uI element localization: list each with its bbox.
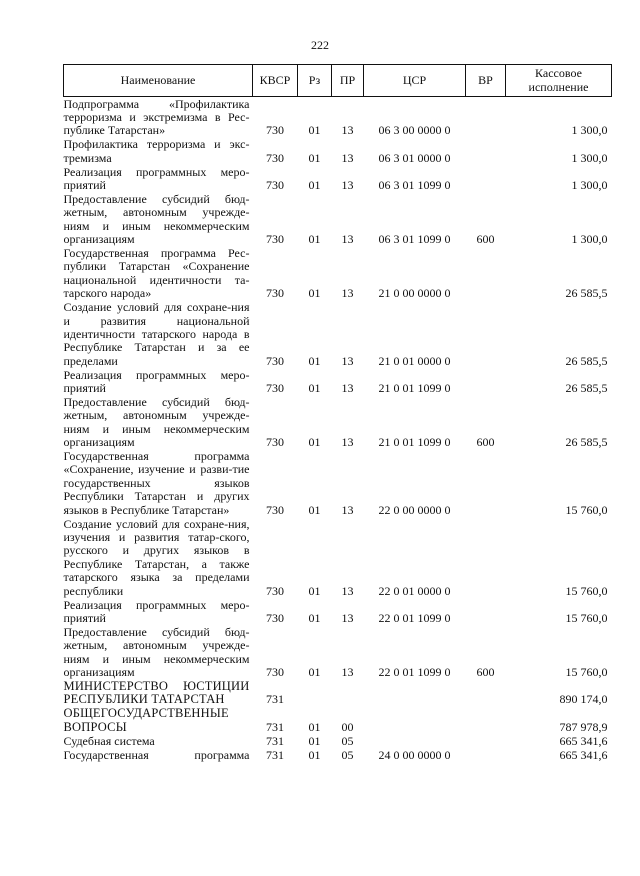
row-kvsr: 731 bbox=[266, 692, 284, 707]
row-rz: 01 bbox=[308, 747, 321, 762]
row-name: МИНИСТЕРСТВО ЮСТИЦИИ РЕСПУБЛИКИ ТАТАРСТАН bbox=[63, 678, 250, 707]
row-amount: 665 341,6 bbox=[559, 733, 608, 748]
table-row bbox=[64, 517, 612, 598]
row-kvsr: 731 bbox=[266, 733, 284, 748]
table-row bbox=[64, 450, 612, 518]
row-rz: 01 bbox=[308, 719, 321, 734]
row-amount: 15 760,0 bbox=[565, 502, 608, 517]
row-csr bbox=[364, 734, 466, 748]
row-vr bbox=[466, 368, 506, 395]
row-pr: 13 bbox=[341, 665, 354, 680]
table-row bbox=[64, 748, 612, 762]
row-pr: 13 bbox=[341, 610, 354, 625]
row-amount: 26 585,5 bbox=[565, 286, 608, 301]
row-rz: 01 bbox=[308, 435, 321, 450]
row-amount: 1 300,0 bbox=[571, 123, 608, 138]
row-name: Реализация программных меро-приятий bbox=[63, 597, 250, 625]
table-row bbox=[64, 301, 612, 369]
row-kvsr: 730 bbox=[266, 232, 284, 247]
row-rz: 01 bbox=[308, 177, 321, 192]
table-row bbox=[64, 165, 612, 192]
row-csr: 22 0 01 0000 0 bbox=[378, 583, 451, 598]
header-csr: ЦСР bbox=[364, 65, 466, 97]
row-csr: 21 0 00 0000 0 bbox=[378, 286, 451, 301]
row-vr bbox=[466, 165, 506, 192]
row-amount: 26 585,5 bbox=[565, 353, 608, 368]
row-kvsr: 731 bbox=[266, 719, 284, 734]
row-amount: 1 300,0 bbox=[571, 232, 608, 247]
row-vr bbox=[466, 138, 506, 165]
row-csr: 06 3 00 0000 0 bbox=[378, 123, 451, 138]
row-pr: 13 bbox=[341, 123, 354, 138]
row-kvsr: 730 bbox=[266, 177, 284, 192]
row-csr: 21 0 01 1099 0 bbox=[378, 435, 451, 450]
header-kvsr: КВСР bbox=[253, 65, 298, 97]
row-rz: 01 bbox=[308, 286, 321, 301]
row-rz: 01 bbox=[308, 665, 321, 680]
table-row bbox=[64, 395, 612, 449]
row-pr: 13 bbox=[341, 353, 354, 368]
row-csr bbox=[364, 707, 466, 734]
row-name: Государственная программа Рес-публики Татарстан «Сохранение национальной идентичности та-тарского народа» bbox=[63, 245, 250, 301]
row-amount: 1 300,0 bbox=[571, 150, 608, 165]
row-amount: 665 341,6 bbox=[559, 747, 608, 762]
row-vr bbox=[466, 97, 506, 138]
row-csr: 21 0 01 0000 0 bbox=[378, 353, 451, 368]
row-csr: 22 0 00 0000 0 bbox=[378, 502, 451, 517]
row-pr: 05 bbox=[341, 733, 354, 748]
table-body bbox=[64, 97, 612, 762]
row-pr: 13 bbox=[341, 583, 354, 598]
row-vr bbox=[466, 734, 506, 748]
row-pr: 13 bbox=[341, 150, 354, 165]
row-name: Государственная программа «Сохранение, изучение и разви-тие государственных языков Республики Татарстан и других языков в Республике Татарстан» bbox=[63, 449, 250, 517]
row-vr bbox=[466, 301, 506, 369]
row-name: ОБЩЕГОСУДАРСТВЕННЫЕ ВОПРОСЫ bbox=[63, 706, 229, 734]
row-vr bbox=[466, 679, 506, 706]
row-rz: 01 bbox=[308, 123, 321, 138]
row-pr: 13 bbox=[341, 435, 354, 450]
row-amount: 787 978,9 bbox=[559, 719, 608, 734]
row-vr bbox=[466, 450, 506, 518]
table-row bbox=[64, 625, 612, 679]
row-vr: 600 bbox=[476, 232, 495, 247]
row-kvsr: 730 bbox=[266, 286, 284, 301]
row-pr: 13 bbox=[341, 286, 354, 301]
row-kvsr: 730 bbox=[266, 665, 284, 680]
row-csr: 24 0 00 0000 0 bbox=[378, 747, 451, 762]
row-rz: 01 bbox=[308, 150, 321, 165]
row-rz: 01 bbox=[308, 381, 321, 396]
table-row bbox=[64, 368, 612, 395]
row-amount: 15 760,0 bbox=[565, 665, 608, 680]
budget-execution-table bbox=[63, 64, 612, 762]
row-kvsr: 730 bbox=[266, 123, 284, 138]
row-name: Предоставление субсидий бюд-жетным, автономным учрежде-ниям и иным некоммерческим организациям bbox=[63, 624, 250, 680]
table-row bbox=[64, 97, 612, 138]
row-csr: 06 3 01 0000 0 bbox=[378, 150, 451, 165]
row-rz: 01 bbox=[308, 610, 321, 625]
table-row bbox=[64, 679, 612, 706]
header-name: Наименование bbox=[64, 65, 253, 97]
table-row bbox=[64, 734, 612, 748]
row-amount: 1 300,0 bbox=[571, 177, 608, 192]
row-name: Профилактика терроризма и экс-тремизма bbox=[63, 137, 250, 165]
row-csr: 06 3 01 1099 0 bbox=[378, 232, 451, 247]
row-csr: 22 0 01 1099 0 bbox=[378, 665, 451, 680]
table-row bbox=[64, 246, 612, 300]
row-kvsr: 730 bbox=[266, 583, 284, 598]
row-kvsr: 730 bbox=[266, 502, 284, 517]
page-number: 222 bbox=[311, 38, 329, 52]
row-rz: 01 bbox=[308, 502, 321, 517]
row-rz: 01 bbox=[308, 232, 321, 247]
row-rz: 01 bbox=[308, 733, 321, 748]
row-amount: 26 585,5 bbox=[565, 381, 608, 396]
row-pr: 00 bbox=[341, 719, 354, 734]
row-kvsr: 731 bbox=[266, 747, 284, 762]
row-name: Предоставление субсидий бюд-жетным, автономным учрежде-ниям и иным некоммерческим организациям bbox=[63, 394, 250, 450]
row-pr: 13 bbox=[341, 502, 354, 517]
table-row bbox=[64, 192, 612, 246]
row-name: Создание условий для сохране-ния, изучения и развития татар-ского, русского и других языков в Республике Татарстан, а также татарского языка за пределами республики bbox=[63, 516, 250, 598]
row-vr bbox=[466, 598, 506, 625]
row-rz bbox=[298, 679, 332, 706]
row-amount: 15 760,0 bbox=[565, 583, 608, 598]
table-row bbox=[64, 707, 612, 734]
row-pr: 13 bbox=[341, 381, 354, 396]
header-vr: ВР bbox=[466, 65, 506, 97]
row-name: Создание условий для сохране-ния и развития национальной идентичности татарского народа в Республике Татарстан и за ее пределами bbox=[63, 300, 250, 368]
row-pr bbox=[332, 679, 364, 706]
row-kvsr: 730 bbox=[266, 610, 284, 625]
row-pr: 05 bbox=[341, 747, 354, 762]
table-header bbox=[64, 65, 612, 97]
row-name: Судебная система bbox=[63, 733, 155, 748]
row-rz: 01 bbox=[308, 583, 321, 598]
row-amount: 890 174,0 bbox=[559, 692, 608, 707]
header-pr: ПР bbox=[332, 65, 364, 97]
row-vr bbox=[466, 748, 506, 762]
table-row bbox=[64, 138, 612, 165]
row-name: Предоставление субсидий бюд-жетным, автономным учрежде-ниям и иным некоммерческим организациям bbox=[63, 191, 250, 247]
row-name: Государственная программа bbox=[63, 747, 250, 762]
row-kvsr: 730 bbox=[266, 353, 284, 368]
row-vr bbox=[466, 246, 506, 300]
row-kvsr: 730 bbox=[266, 150, 284, 165]
row-kvsr: 730 bbox=[266, 381, 284, 396]
table-row bbox=[64, 598, 612, 625]
row-csr bbox=[364, 679, 466, 706]
header-amount: Кассовое исполнение bbox=[506, 65, 612, 97]
row-csr: 21 0 01 1099 0 bbox=[378, 381, 451, 396]
row-kvsr: 730 bbox=[266, 435, 284, 450]
row-vr bbox=[466, 517, 506, 598]
row-pr: 13 bbox=[341, 177, 354, 192]
row-vr: 600 bbox=[476, 435, 495, 450]
row-name: Реализация программных меро-приятий bbox=[63, 367, 250, 396]
row-csr: 22 0 01 1099 0 bbox=[378, 610, 451, 625]
row-name: Реализация программных меро-приятий bbox=[63, 164, 250, 192]
row-vr: 600 bbox=[476, 665, 495, 680]
row-csr: 06 3 01 1099 0 bbox=[378, 177, 451, 192]
row-vr bbox=[466, 707, 506, 734]
row-amount: 26 585,5 bbox=[565, 435, 608, 450]
header-rz: Рз bbox=[298, 65, 332, 97]
row-rz: 01 bbox=[308, 353, 321, 368]
row-pr: 13 bbox=[341, 232, 354, 247]
row-amount: 15 760,0 bbox=[565, 610, 608, 625]
row-name: Подпрограмма «Профилактика терроризма и экстремизма в Рес-публике Татарстан» bbox=[63, 96, 250, 138]
